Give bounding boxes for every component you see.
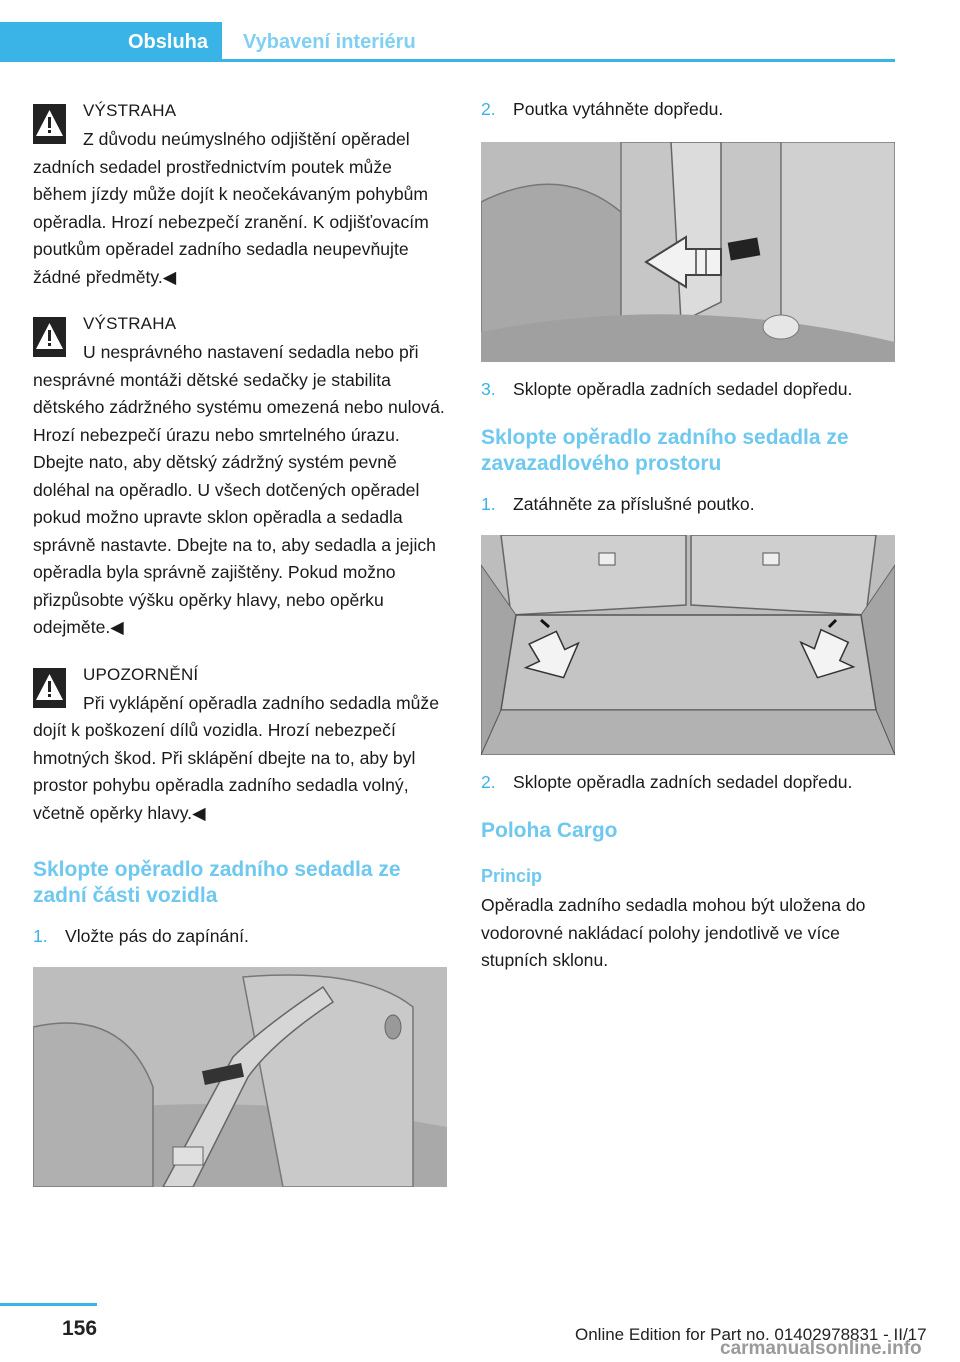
luggage-compartment-photo	[481, 535, 895, 755]
subsection-breadcrumb[interactable]: Vybavení interiéru	[243, 31, 416, 53]
section-heading: Sklopte opěradlo zadního sedadla ze zavazadlového prostoru	[481, 426, 849, 475]
warning-text: U nesprávného nastavení sedadla nebo při nesprávné montáži dětské sedačky je stabilita dětského zádržného systému omezená nebo nulová. Hrozí nebezpečí úrazu nebo smrtelného úrazu. Dbejte nato, aby dětský zádržný systém pevně doléhal na opěradlo. U všech dotčených opěradel pokud možno upravte sklon opěradla a sedadla správně nastavte. Dbejte na to, aby sedadla a jejich opěradla byla správně zajištěny. Pokud možno přizpůsobte výšku opěrky hlavy, nebo opěrku odejměte.◀	[33, 342, 445, 637]
step-item	[481, 769, 895, 797]
step-number: 1.	[481, 494, 496, 514]
seatbelt-buckle-photo	[33, 967, 447, 1187]
warning-icon	[33, 317, 66, 357]
caution-text: Při vyklápění opěradla zadního sedadla může dojít k poškození dílů vozidla. Hrozí nebezpečí hmotných škod. Při sklápění dbejte na to, aby byl prostor pohybu opěradla zadního sedadla volný, včetně opěrky hlavy.◀	[33, 692, 440, 823]
body-paragraph: Opěradla zadního sedadla mohou být uložena do vodorovné nakládací polohy jendotlivě ve více stupních sklonu.	[481, 895, 866, 970]
caution-title: UPOZORNĚNÍ	[83, 664, 199, 684]
warning-title: VÝSTRAHA	[83, 101, 177, 120]
warning-title: VÝSTRAHA	[83, 314, 177, 333]
warning-block	[33, 96, 447, 291]
step-text: Poutka vytáhněte dopředu.	[513, 99, 724, 119]
step-number: 2.	[481, 99, 496, 119]
header-rule	[0, 59, 895, 62]
warning-text: Z důvodu neúmyslného odjištění opěradel zadních sedadel prostřednictvím poutek může během jízdy může dojít k neočekávaným pohybům opěradla. Hrozí nebezpečí zranění. K odjišťovacím poutkům opěradel zadního sedadla neupevňujte žádné předměty.◀	[33, 129, 429, 287]
step-text: Zatáhněte za příslušné poutko.	[513, 494, 755, 514]
caution-icon	[33, 668, 66, 708]
section-tab[interactable]: Obsluha	[0, 22, 222, 62]
watermark: carmanualsonline.info	[720, 1338, 922, 1359]
caution-block	[33, 660, 447, 828]
step-item	[481, 491, 895, 519]
step-text: Vložte pás do zapínání.	[65, 926, 249, 946]
warning-icon	[33, 104, 66, 144]
step-number: 2.	[481, 771, 496, 792]
page-header	[0, 22, 895, 62]
footer-rule	[0, 1303, 97, 1306]
step-item	[33, 923, 447, 951]
step-text: Sklopte opěradla zadních sedadel dopředu.	[513, 378, 853, 399]
sub-heading: Princip	[481, 866, 543, 886]
edition-note: Online Edition for Part no. 01402978831 - II/17	[575, 1325, 927, 1344]
step-item	[481, 376, 895, 404]
warning-block	[33, 309, 447, 642]
seat-strap-photo	[481, 142, 895, 362]
step-item	[481, 96, 895, 124]
step-number: 1.	[33, 926, 48, 946]
step-number: 3.	[481, 378, 496, 399]
right-column	[481, 96, 895, 975]
section-heading: Poloha Cargo	[481, 819, 618, 842]
step-text: Sklopte opěradla zadních sedadel dopředu.	[513, 771, 853, 792]
section-heading: Sklopte opěradlo zadního sedadla ze zadní části vozidla	[33, 858, 401, 907]
left-column	[33, 96, 447, 1187]
page-number: 156	[62, 1317, 98, 1340]
